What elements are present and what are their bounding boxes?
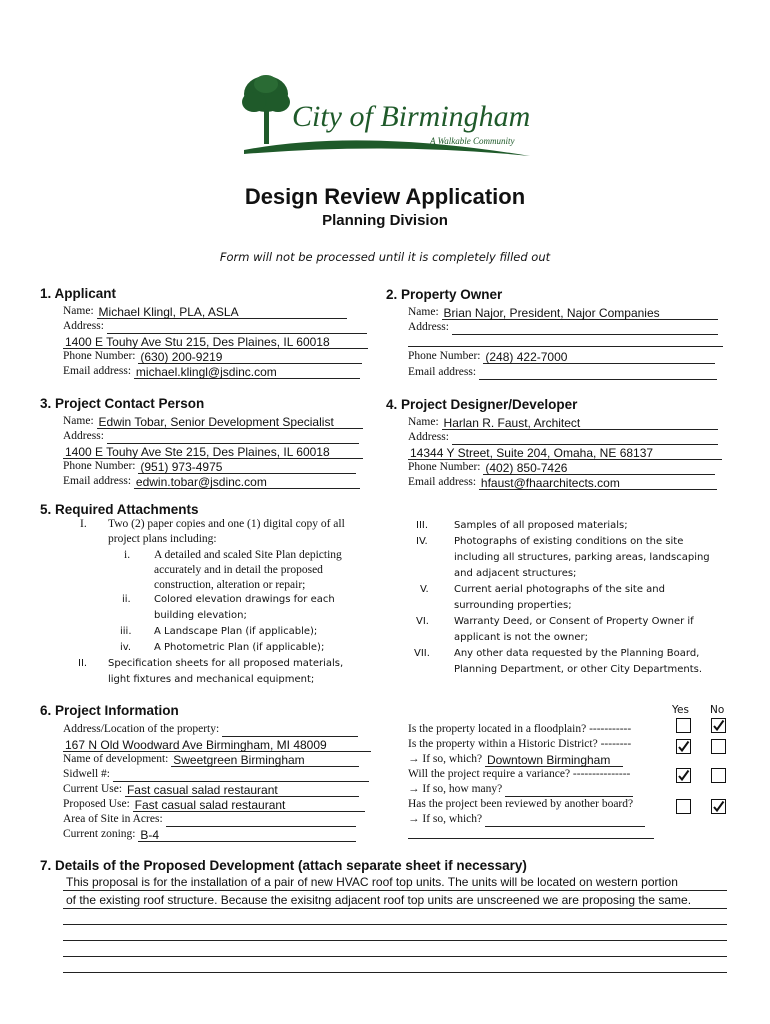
applicant-email-label: Email address: xyxy=(63,365,132,377)
designer-address-field[interactable]: 14344 Y Street, Suite 204, Omaha, NE 68137 xyxy=(408,447,722,460)
applicant-address-row xyxy=(63,319,367,334)
owner-address-label: Address: xyxy=(408,321,449,333)
project-address-row xyxy=(63,737,371,752)
owner-address-line-2[interactable] xyxy=(408,346,723,347)
project-proposed-use-row xyxy=(63,797,365,812)
project-zoning-row xyxy=(63,827,356,842)
attachment-VII-num: VII. xyxy=(414,648,430,659)
project-sidwell-row xyxy=(63,767,369,782)
project-current-use-row xyxy=(63,782,359,797)
attachment-ii-num: ii. xyxy=(122,594,131,605)
project-area-label: Area of Site in Acres: xyxy=(63,813,163,825)
applicant-address-label: Address: xyxy=(63,320,104,332)
attachment-IV-line-1: Photographs of existing conditions on the site xyxy=(454,536,684,547)
contact-phone-label: Phone Number: xyxy=(63,460,136,472)
designer-email-label: Email address: xyxy=(408,476,477,488)
contact-phone-row xyxy=(63,459,356,474)
details-line-2: of the existing roof structure. Because the exisitng adjacent roof top units are unscreened we are proposing the same. xyxy=(66,893,692,907)
check-icon xyxy=(677,740,690,753)
project-address-blank[interactable] xyxy=(222,724,358,737)
details-underline-3[interactable] xyxy=(63,924,727,925)
check-icon xyxy=(712,800,725,813)
attachment-VI-num: VI. xyxy=(416,616,429,627)
project-address-field[interactable]: 167 N Old Woodward Ave Birmingham, MI 48009 xyxy=(63,739,371,752)
owner-address-row xyxy=(408,320,718,335)
contact-email-field[interactable]: edwin.tobar@jsdinc.com xyxy=(134,476,360,489)
project-current-use-field[interactable]: Fast casual salad restaurant xyxy=(125,784,359,797)
project-area-row xyxy=(63,812,356,827)
contact-address-field[interactable]: 1400 E Touhy Ave Ste 215, Des Plaines, IL 60018 xyxy=(63,446,363,459)
historic-district-question: Is the property within a Historic District? -------- xyxy=(408,738,632,750)
attachment-IV-line-2: including all structures, parking areas, landscaping xyxy=(454,552,710,563)
designer-name-label: Name: xyxy=(408,416,439,428)
applicant-email-field[interactable]: michael.klingl@jsdinc.com xyxy=(134,366,360,379)
logo-text: City of Birmingham xyxy=(292,100,531,133)
attachment-ii-line-1: Colored elevation drawings for each xyxy=(154,594,335,605)
variance-count-row xyxy=(408,782,633,797)
designer-heading: 4. Project Designer/Developer xyxy=(386,397,578,412)
project-heading: 6. Project Information xyxy=(40,703,179,718)
applicant-email-row xyxy=(63,364,360,379)
tree-icon xyxy=(242,75,290,144)
designer-name-row xyxy=(408,415,718,430)
attachment-II-line-1: Specification sheets for all proposed materials, xyxy=(108,658,344,669)
designer-address-label: Address: xyxy=(408,431,449,443)
board-review-yes-checkbox[interactable] xyxy=(676,799,691,814)
attachment-V-line-2: surrounding properties; xyxy=(454,600,572,611)
board-review-which-field[interactable] xyxy=(485,814,645,827)
attachment-i-num: i. xyxy=(124,549,131,561)
designer-phone-label: Phone Number: xyxy=(408,461,481,473)
attachment-I-line-1: Two (2) paper copies and one (1) digital copy of all xyxy=(108,518,345,530)
variance-yes-checkbox[interactable] xyxy=(676,768,691,783)
variance-count-label: → If so, how many? xyxy=(408,783,503,795)
project-proposed-use-label: Proposed Use: xyxy=(63,798,130,810)
contact-name-label: Name: xyxy=(63,415,94,427)
designer-address-row-2 xyxy=(408,445,722,460)
attachment-iii-num: iii. xyxy=(120,626,132,637)
board-review-which-line-2[interactable] xyxy=(408,838,654,839)
owner-email-row xyxy=(408,365,717,380)
variance-question: Will the project require a variance? --------------- xyxy=(408,768,631,780)
owner-name-field[interactable]: Brian Najor, President, Najor Companies xyxy=(442,307,718,320)
attachment-I-line-2: project plans including: xyxy=(108,533,217,545)
project-zoning-field[interactable]: B-4 xyxy=(138,829,356,842)
applicant-address-field[interactable]: 1400 E Touhy Ave Stu 215, Des Plaines, IL 60018 xyxy=(63,336,368,349)
owner-address-field[interactable] xyxy=(452,322,718,335)
check-icon xyxy=(712,719,725,732)
applicant-phone-field[interactable]: (630) 200-9219 xyxy=(138,351,362,364)
variance-count-field[interactable] xyxy=(505,784,633,797)
applicant-phone-label: Phone Number: xyxy=(63,350,136,362)
designer-phone-field[interactable]: (402) 850-7426 xyxy=(483,462,715,475)
floodplain-no-checkbox[interactable] xyxy=(711,718,726,733)
designer-address-row xyxy=(408,430,718,445)
contact-address-label: Address: xyxy=(63,430,104,442)
historic-district-which-field[interactable]: Downtown Birmingham xyxy=(485,754,623,767)
historic-yes-checkbox[interactable] xyxy=(676,739,691,754)
attachment-V-num: V. xyxy=(420,584,429,595)
city-logo xyxy=(240,72,540,162)
project-dev-field[interactable]: Sweetgreen Birmingham xyxy=(171,754,359,767)
attachment-i-line-1: A detailed and scaled Site Plan depicting xyxy=(154,549,342,561)
designer-email-row xyxy=(408,475,717,490)
historic-district-which-row xyxy=(408,752,623,767)
logo-tagline: A Walkable Community xyxy=(430,136,515,146)
project-address-label: Address/Location of the property: xyxy=(63,723,220,735)
attachment-ii-line-2: building elevation; xyxy=(154,610,247,621)
historic-district-which-label: → If so, which? xyxy=(408,753,483,765)
floodplain-yes-checkbox[interactable] xyxy=(676,718,691,733)
owner-name-row xyxy=(408,305,718,320)
attachment-iii-line: A Landscape Plan (if applicable); xyxy=(154,626,318,637)
attachment-IV-num: IV. xyxy=(416,536,428,547)
floodplain-question: Is the property located in a floodplain? ----------- xyxy=(408,723,632,735)
variance-no-checkbox[interactable] xyxy=(711,768,726,783)
applicant-address-row-2 xyxy=(63,334,368,349)
details-underline-6[interactable] xyxy=(63,972,727,973)
project-address-label-row xyxy=(63,722,358,737)
contact-email-row xyxy=(63,474,360,489)
applicant-phone-row xyxy=(63,349,362,364)
contact-email-label: Email address: xyxy=(63,475,132,487)
owner-phone-field[interactable]: (248) 422-7000 xyxy=(483,351,715,364)
page-subtitle: Planning Division xyxy=(322,212,448,229)
board-review-which-label: → If so, which? xyxy=(408,813,483,825)
details-underline-2[interactable] xyxy=(63,908,727,909)
details-underline-5[interactable] xyxy=(63,956,727,957)
contact-address-row-2 xyxy=(63,444,363,459)
project-sidwell-field[interactable] xyxy=(113,769,369,782)
attachments-heading: 5. Required Attachments xyxy=(40,502,199,517)
contact-phone-field[interactable]: (951) 973-4975 xyxy=(138,461,356,474)
page-title: Design Review Application xyxy=(244,184,526,209)
attachment-III-num: III. xyxy=(416,520,429,531)
board-review-no-checkbox[interactable] xyxy=(711,799,726,814)
attachment-VI-line-1: Warranty Deed, or Consent of Property Owner if xyxy=(454,616,694,627)
project-dev-row xyxy=(63,752,359,767)
contact-address-row xyxy=(63,429,359,444)
owner-name-label: Name: xyxy=(408,306,439,318)
details-heading: 7. Details of the Proposed Development (attach separate sheet if necessary) xyxy=(40,858,527,873)
details-underline-1[interactable] xyxy=(63,890,727,891)
details-underline-4[interactable] xyxy=(63,940,727,941)
applicant-heading: 1. Applicant xyxy=(40,286,117,301)
contact-name-row xyxy=(63,414,363,429)
contact-heading: 3. Project Contact Person xyxy=(40,396,205,411)
attachment-V-line-1: Current aerial photographs of the site and xyxy=(454,584,665,595)
project-area-field[interactable] xyxy=(166,814,356,827)
project-current-use-label: Current Use: xyxy=(63,783,123,795)
applicant-address-blank[interactable] xyxy=(107,321,367,334)
attachment-II-line-2: light fixtures and mechanical equipment; xyxy=(108,674,315,685)
attachment-VI-line-2: applicant is not the owner; xyxy=(454,632,589,643)
check-icon xyxy=(677,769,690,782)
project-proposed-use-field[interactable]: Fast casual salad restaurant xyxy=(133,799,365,812)
owner-email-label: Email address: xyxy=(408,366,477,378)
attachment-III-line: Samples of all proposed materials; xyxy=(454,520,628,531)
form-notice: Form will not be processed until it is completely filled out xyxy=(219,250,551,264)
applicant-name-field[interactable]: Michael Klingl, PLA, ASLA xyxy=(97,306,347,319)
owner-phone-row xyxy=(408,349,715,364)
board-review-question: Has the project been reviewed by another board? xyxy=(408,798,634,810)
owner-heading: 2. Property Owner xyxy=(386,287,503,302)
contact-name-field[interactable]: Edwin Tobar, Senior Development Specialist xyxy=(97,416,363,429)
attachment-IV-line-3: and adjacent structures; xyxy=(454,568,577,579)
attachment-I-num: I. xyxy=(80,518,87,530)
attachment-i-line-2: accurately and in detail the proposed xyxy=(154,564,323,576)
no-column-label: No xyxy=(710,704,725,716)
attachment-iv-num: iv. xyxy=(120,642,132,653)
project-sidwell-label: Sidwell #: xyxy=(63,768,110,780)
attachment-II-num: II. xyxy=(78,658,88,669)
details-line-1: This proposal is for the installation of a pair of new HVAC roof top units. The units will be located on western portion xyxy=(66,875,678,889)
designer-email-field[interactable]: hfaust@fhaarchitects.com xyxy=(479,477,717,490)
yes-column-label: Yes xyxy=(672,704,689,716)
board-review-which-row xyxy=(408,812,645,827)
owner-email-field[interactable] xyxy=(479,367,717,380)
applicant-name-label: Name: xyxy=(63,305,94,317)
owner-phone-label: Phone Number: xyxy=(408,350,481,362)
designer-phone-row xyxy=(408,460,715,475)
project-zoning-label: Current zoning: xyxy=(63,828,136,840)
applicant-name-row xyxy=(63,304,347,319)
designer-address-blank[interactable] xyxy=(452,432,718,445)
contact-address-blank[interactable] xyxy=(107,431,359,444)
attachment-VII-line-1: Any other data requested by the Planning Board, xyxy=(454,648,700,659)
attachment-i-line-3: construction, alteration or repair; xyxy=(154,579,306,591)
designer-name-field[interactable]: Harlan R. Faust, Architect xyxy=(442,417,718,430)
attachment-VII-line-2: Planning Department, or other City Departments. xyxy=(454,664,703,675)
project-dev-label: Name of development: xyxy=(63,753,169,765)
historic-no-checkbox[interactable] xyxy=(711,739,726,754)
attachment-iv-line: A Photometric Plan (if applicable); xyxy=(154,642,325,653)
